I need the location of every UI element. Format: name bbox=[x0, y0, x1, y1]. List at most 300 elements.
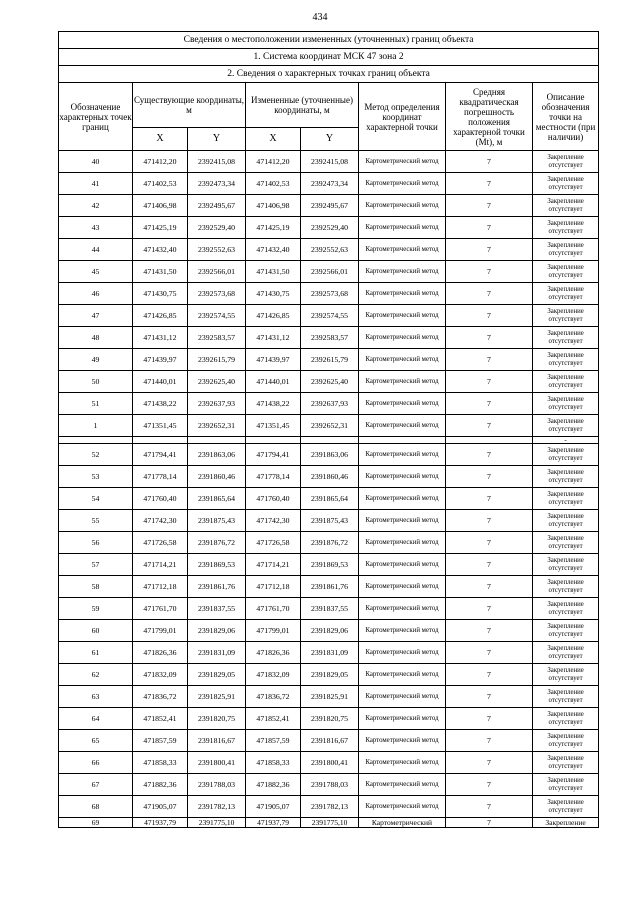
description-cell: Закрепление отсутствует bbox=[533, 393, 599, 415]
method-cell: Картометрический метод bbox=[359, 532, 446, 554]
point-number-cell: 54 bbox=[59, 488, 133, 510]
x-changed-cell: 471742,30 bbox=[246, 510, 301, 532]
table-row bbox=[59, 730, 599, 752]
x-changed-cell: 471425,19 bbox=[246, 217, 301, 239]
y-changed-cell: 2391869,53 bbox=[301, 554, 359, 576]
x-changed-cell: 471439,97 bbox=[246, 349, 301, 371]
method-cell: Картометрический метод bbox=[359, 510, 446, 532]
y-changed-cell: 2391825,91 bbox=[301, 686, 359, 708]
error-cell: 7 bbox=[446, 774, 533, 796]
method-cell: Картометрический метод bbox=[359, 620, 446, 642]
point-number-cell: 55 bbox=[59, 510, 133, 532]
x-changed-cell: 471431,50 bbox=[246, 261, 301, 283]
x-existing-cell: 471439,97 bbox=[133, 349, 188, 371]
point-number-cell: 59 bbox=[59, 598, 133, 620]
separator-cell bbox=[446, 437, 533, 444]
method-cell: Картометрический метод bbox=[359, 349, 446, 371]
y-existing-cell: 2392473,34 bbox=[188, 173, 246, 195]
description-cell: Закрепление отсутствует bbox=[533, 664, 599, 686]
x-existing-cell: 471712,18 bbox=[133, 576, 188, 598]
method-cell: Картометрический метод bbox=[359, 239, 446, 261]
y-changed-cell: 2391865,64 bbox=[301, 488, 359, 510]
x-existing-cell: 471742,30 bbox=[133, 510, 188, 532]
description-cell: Закрепление отсутствует bbox=[533, 620, 599, 642]
x-existing-cell: 471351,45 bbox=[133, 415, 188, 437]
y-changed-cell: 2392473,34 bbox=[301, 173, 359, 195]
y-existing-cell: 2391875,43 bbox=[188, 510, 246, 532]
method-cell: Картометрический метод bbox=[359, 642, 446, 664]
separator-description-cell: - bbox=[533, 437, 599, 444]
description-cell: Закрепление отсутствует bbox=[533, 796, 599, 818]
y-existing-cell: 2391800,41 bbox=[188, 752, 246, 774]
y-changed-cell: 2392637,93 bbox=[301, 393, 359, 415]
table-row bbox=[59, 774, 599, 796]
method-cell: Картометрический метод bbox=[359, 305, 446, 327]
y-changed-cell: 2392573,68 bbox=[301, 283, 359, 305]
table-row bbox=[59, 393, 599, 415]
table-row bbox=[59, 261, 599, 283]
y-existing-cell: 2391782,13 bbox=[188, 796, 246, 818]
y-existing-cell: 2391831,09 bbox=[188, 642, 246, 664]
separator-cell bbox=[133, 437, 188, 444]
table-row bbox=[59, 620, 599, 642]
y-changed-cell: 2392583,57 bbox=[301, 327, 359, 349]
method-cell: Картометрический метод bbox=[359, 488, 446, 510]
method-cell: Картометрический метод bbox=[359, 708, 446, 730]
table-row bbox=[59, 173, 599, 195]
description-cell: Закрепление отсутствует bbox=[533, 598, 599, 620]
error-cell: 7 bbox=[446, 444, 533, 466]
x-changed-cell: 471412,20 bbox=[246, 151, 301, 173]
description-cell: Закрепление отсутствует bbox=[533, 305, 599, 327]
y-existing-cell: 2391865,64 bbox=[188, 488, 246, 510]
error-cell: 7 bbox=[446, 686, 533, 708]
description-cell: Закрепление отсутствует bbox=[533, 686, 599, 708]
error-cell: 7 bbox=[446, 664, 533, 686]
error-cell: 7 bbox=[446, 327, 533, 349]
y-existing-cell: 2391837,55 bbox=[188, 598, 246, 620]
table-row bbox=[59, 554, 599, 576]
x-changed-cell: 471858,33 bbox=[246, 752, 301, 774]
method-cell: Картометрический метод bbox=[359, 217, 446, 239]
point-number-cell: 41 bbox=[59, 173, 133, 195]
y-existing-cell: 2392566,01 bbox=[188, 261, 246, 283]
description-cell: Закрепление отсутствует bbox=[533, 554, 599, 576]
method-cell: Картометрический метод bbox=[359, 686, 446, 708]
header-changed: Измененные (уточненные) координаты, м bbox=[246, 83, 359, 128]
point-number-cell: 63 bbox=[59, 686, 133, 708]
table-row bbox=[59, 151, 599, 173]
method-cell: Картометрический метод bbox=[359, 261, 446, 283]
separator-cell bbox=[188, 437, 246, 444]
x-existing-cell: 471714,21 bbox=[133, 554, 188, 576]
point-number-cell: 40 bbox=[59, 151, 133, 173]
x-existing-cell: 471836,72 bbox=[133, 686, 188, 708]
point-number-cell: 67 bbox=[59, 774, 133, 796]
point-number-cell: 1 bbox=[59, 415, 133, 437]
x-existing-cell: 471412,20 bbox=[133, 151, 188, 173]
method-cell: Картометрический метод bbox=[359, 173, 446, 195]
x-changed-cell: 471712,18 bbox=[246, 576, 301, 598]
header-point: Обозначение характерных точек границ bbox=[59, 83, 133, 151]
method-cell: Картометрический метод bbox=[359, 598, 446, 620]
y-existing-cell: 2391863,06 bbox=[188, 444, 246, 466]
x-changed-cell: 471937,79 bbox=[246, 818, 301, 828]
error-cell: 7 bbox=[446, 151, 533, 173]
x-changed-cell: 471431,12 bbox=[246, 327, 301, 349]
y-existing-cell: 2392652,31 bbox=[188, 415, 246, 437]
y-changed-cell: 2392574,55 bbox=[301, 305, 359, 327]
y-changed-cell: 2392615,79 bbox=[301, 349, 359, 371]
error-cell: 7 bbox=[446, 488, 533, 510]
x-changed-cell: 471760,40 bbox=[246, 488, 301, 510]
error-cell: 7 bbox=[446, 642, 533, 664]
y-changed-cell: 2391876,72 bbox=[301, 532, 359, 554]
table-row bbox=[59, 752, 599, 774]
y-changed-cell: 2391875,43 bbox=[301, 510, 359, 532]
error-cell: 7 bbox=[446, 576, 533, 598]
x-existing-cell: 471937,79 bbox=[133, 818, 188, 828]
description-cell: Закрепление отсутствует bbox=[533, 217, 599, 239]
separator-cell bbox=[301, 437, 359, 444]
y-existing-cell: 2391825,91 bbox=[188, 686, 246, 708]
x-existing-cell: 471402,53 bbox=[133, 173, 188, 195]
section-title: 2. Сведения о характерных точках границ объекта bbox=[59, 66, 599, 83]
table-row bbox=[59, 217, 599, 239]
x-changed-cell: 471438,22 bbox=[246, 393, 301, 415]
x-changed-cell: 471852,41 bbox=[246, 708, 301, 730]
header-x-existing: X bbox=[133, 128, 188, 151]
point-number-cell: 65 bbox=[59, 730, 133, 752]
table-row bbox=[59, 818, 599, 828]
point-number-cell: 58 bbox=[59, 576, 133, 598]
y-changed-cell: 2392415,08 bbox=[301, 151, 359, 173]
method-cell: Картометрический метод bbox=[359, 774, 446, 796]
y-changed-cell: 2391775,10 bbox=[301, 818, 359, 828]
x-changed-cell: 471905,07 bbox=[246, 796, 301, 818]
y-existing-cell: 2392637,93 bbox=[188, 393, 246, 415]
point-number-cell: 46 bbox=[59, 283, 133, 305]
error-cell: 7 bbox=[446, 261, 533, 283]
method-cell: Картометрический метод bbox=[359, 752, 446, 774]
description-cell: Закрепление отсутствует bbox=[533, 195, 599, 217]
point-number-cell: 45 bbox=[59, 261, 133, 283]
point-number-cell: 44 bbox=[59, 239, 133, 261]
x-changed-cell: 471826,36 bbox=[246, 642, 301, 664]
error-cell: 7 bbox=[446, 532, 533, 554]
x-changed-cell: 471761,70 bbox=[246, 598, 301, 620]
method-cell: Картометрический метод bbox=[359, 466, 446, 488]
description-cell: Закрепление отсутствует bbox=[533, 239, 599, 261]
error-cell: 7 bbox=[446, 620, 533, 642]
boundary-points-table bbox=[58, 31, 599, 828]
error-cell: 7 bbox=[446, 598, 533, 620]
y-changed-cell: 2392529,40 bbox=[301, 217, 359, 239]
x-existing-cell: 471799,01 bbox=[133, 620, 188, 642]
table-row bbox=[59, 195, 599, 217]
y-existing-cell: 2391829,05 bbox=[188, 664, 246, 686]
description-cell: Закрепление отсутствует bbox=[533, 349, 599, 371]
y-existing-cell: 2392552,63 bbox=[188, 239, 246, 261]
description-cell: Закрепление отсутствует bbox=[533, 415, 599, 437]
x-existing-cell: 471431,50 bbox=[133, 261, 188, 283]
error-cell: 7 bbox=[446, 283, 533, 305]
x-existing-cell: 471431,12 bbox=[133, 327, 188, 349]
x-existing-cell: 471905,07 bbox=[133, 796, 188, 818]
table-row bbox=[59, 510, 599, 532]
x-changed-cell: 471406,98 bbox=[246, 195, 301, 217]
header-description: Описание обозначения точки на местности (при наличии) bbox=[533, 83, 599, 151]
method-cell: Картометрический метод bbox=[359, 664, 446, 686]
description-cell: Закрепление отсутствует bbox=[533, 532, 599, 554]
error-cell: 7 bbox=[446, 818, 533, 828]
y-changed-cell: 2392652,31 bbox=[301, 415, 359, 437]
x-existing-cell: 471430,75 bbox=[133, 283, 188, 305]
header-y-changed: Y bbox=[301, 128, 359, 151]
table-row bbox=[59, 305, 599, 327]
error-cell: 7 bbox=[446, 239, 533, 261]
x-existing-cell: 471726,58 bbox=[133, 532, 188, 554]
error-cell: 7 bbox=[446, 305, 533, 327]
point-number-cell: 57 bbox=[59, 554, 133, 576]
x-existing-cell: 471826,36 bbox=[133, 642, 188, 664]
table-row bbox=[59, 239, 599, 261]
table-row bbox=[59, 708, 599, 730]
point-number-cell: 64 bbox=[59, 708, 133, 730]
point-number-cell: 53 bbox=[59, 466, 133, 488]
y-existing-cell: 2391860,46 bbox=[188, 466, 246, 488]
x-existing-cell: 471406,98 bbox=[133, 195, 188, 217]
method-cell: Картометрический метод bbox=[359, 444, 446, 466]
x-existing-cell: 471438,22 bbox=[133, 393, 188, 415]
point-number-cell: 50 bbox=[59, 371, 133, 393]
x-changed-cell: 471714,21 bbox=[246, 554, 301, 576]
method-cell: Картометрический метод bbox=[359, 283, 446, 305]
separator-cell bbox=[59, 437, 133, 444]
y-existing-cell: 2392625,40 bbox=[188, 371, 246, 393]
table-row bbox=[59, 415, 599, 437]
y-existing-cell: 2392583,57 bbox=[188, 327, 246, 349]
error-cell: 7 bbox=[446, 393, 533, 415]
y-existing-cell: 2391829,06 bbox=[188, 620, 246, 642]
description-cell: Закрепление отсутствует bbox=[533, 488, 599, 510]
y-existing-cell: 2391816,67 bbox=[188, 730, 246, 752]
error-cell: 7 bbox=[446, 217, 533, 239]
point-number-cell: 49 bbox=[59, 349, 133, 371]
x-changed-cell: 471440,01 bbox=[246, 371, 301, 393]
x-existing-cell: 471432,40 bbox=[133, 239, 188, 261]
method-cell: Картометрический метод bbox=[359, 327, 446, 349]
error-cell: 7 bbox=[446, 371, 533, 393]
y-existing-cell: 2391861,76 bbox=[188, 576, 246, 598]
x-changed-cell: 471402,53 bbox=[246, 173, 301, 195]
method-cell: Картометрический метод bbox=[359, 371, 446, 393]
y-changed-cell: 2391782,13 bbox=[301, 796, 359, 818]
page-number: 434 bbox=[312, 12, 328, 23]
y-changed-cell: 2391820,75 bbox=[301, 708, 359, 730]
header-row bbox=[59, 83, 599, 128]
x-changed-cell: 471726,58 bbox=[246, 532, 301, 554]
x-changed-cell: 471832,09 bbox=[246, 664, 301, 686]
table-title: Сведения о местоположении измененных (уточненных) границ объекта bbox=[59, 32, 599, 49]
table-body bbox=[59, 32, 599, 828]
point-number-cell: 56 bbox=[59, 532, 133, 554]
method-cell: Картометрический метод bbox=[359, 151, 446, 173]
description-cell: Закрепление отсутствует bbox=[533, 261, 599, 283]
header-method: Метод определения координат характерной точки bbox=[359, 83, 446, 151]
separator-cell bbox=[359, 437, 446, 444]
header-error: Средняя квадратическая погрешность положения характерной точки (Мt), м bbox=[446, 83, 533, 151]
description-cell: Закрепление bbox=[533, 818, 599, 828]
y-existing-cell: 2392529,40 bbox=[188, 217, 246, 239]
table-row bbox=[59, 686, 599, 708]
y-existing-cell: 2392415,08 bbox=[188, 151, 246, 173]
title-row bbox=[59, 32, 599, 49]
x-changed-cell: 471799,01 bbox=[246, 620, 301, 642]
x-existing-cell: 471857,59 bbox=[133, 730, 188, 752]
x-changed-cell: 471430,75 bbox=[246, 283, 301, 305]
table-row bbox=[59, 598, 599, 620]
header-y-existing: Y bbox=[188, 128, 246, 151]
table-row bbox=[59, 349, 599, 371]
x-changed-cell: 471432,40 bbox=[246, 239, 301, 261]
description-cell: Закрепление отсутствует bbox=[533, 642, 599, 664]
description-cell: Закрепление отсутствует bbox=[533, 752, 599, 774]
description-cell: Закрепление отсутствует bbox=[533, 327, 599, 349]
x-changed-cell: 471426,85 bbox=[246, 305, 301, 327]
y-changed-cell: 2391860,46 bbox=[301, 466, 359, 488]
x-existing-cell: 471794,41 bbox=[133, 444, 188, 466]
table-row bbox=[59, 466, 599, 488]
point-number-cell: 47 bbox=[59, 305, 133, 327]
y-changed-cell: 2391800,41 bbox=[301, 752, 359, 774]
table-row bbox=[59, 283, 599, 305]
error-cell: 7 bbox=[446, 415, 533, 437]
method-cell: Картометрический метод bbox=[359, 195, 446, 217]
method-cell: Картометрический метод bbox=[359, 415, 446, 437]
point-number-cell: 60 bbox=[59, 620, 133, 642]
description-cell: Закрепление отсутствует bbox=[533, 173, 599, 195]
y-changed-cell: 2392625,40 bbox=[301, 371, 359, 393]
y-changed-cell: 2391863,06 bbox=[301, 444, 359, 466]
method-cell: Картометрический bbox=[359, 818, 446, 828]
error-cell: 7 bbox=[446, 195, 533, 217]
method-cell: Картометрический метод bbox=[359, 393, 446, 415]
table-row bbox=[59, 576, 599, 598]
error-cell: 7 bbox=[446, 554, 533, 576]
point-number-cell: 48 bbox=[59, 327, 133, 349]
description-cell: Закрепление отсутствует bbox=[533, 371, 599, 393]
x-existing-cell: 471426,85 bbox=[133, 305, 188, 327]
description-cell: Закрепление отсутствует bbox=[533, 444, 599, 466]
y-existing-cell: 2392573,68 bbox=[188, 283, 246, 305]
y-existing-cell: 2391775,10 bbox=[188, 818, 246, 828]
y-existing-cell: 2391876,72 bbox=[188, 532, 246, 554]
error-cell: 7 bbox=[446, 510, 533, 532]
description-cell: Закрепление отсутствует bbox=[533, 708, 599, 730]
description-cell: Закрепление отсутствует bbox=[533, 510, 599, 532]
x-changed-cell: 471794,41 bbox=[246, 444, 301, 466]
x-existing-cell: 471760,40 bbox=[133, 488, 188, 510]
y-changed-cell: 2391831,09 bbox=[301, 642, 359, 664]
x-existing-cell: 471761,70 bbox=[133, 598, 188, 620]
x-existing-cell: 471858,33 bbox=[133, 752, 188, 774]
point-number-cell: 51 bbox=[59, 393, 133, 415]
error-cell: 7 bbox=[446, 752, 533, 774]
table-row bbox=[59, 488, 599, 510]
y-existing-cell: 2391869,53 bbox=[188, 554, 246, 576]
table-row bbox=[59, 371, 599, 393]
header-existing: Существующие координаты, м bbox=[133, 83, 246, 128]
y-changed-cell: 2392552,63 bbox=[301, 239, 359, 261]
error-cell: 7 bbox=[446, 173, 533, 195]
x-existing-cell: 471425,19 bbox=[133, 217, 188, 239]
description-cell: Закрепление отсутствует bbox=[533, 576, 599, 598]
point-number-cell: 52 bbox=[59, 444, 133, 466]
description-cell: Закрепление отсутствует bbox=[533, 283, 599, 305]
system-row bbox=[59, 49, 599, 66]
method-cell: Картометрический метод bbox=[359, 730, 446, 752]
x-existing-cell: 471778,14 bbox=[133, 466, 188, 488]
point-number-cell: 68 bbox=[59, 796, 133, 818]
x-changed-cell: 471778,14 bbox=[246, 466, 301, 488]
y-existing-cell: 2392615,79 bbox=[188, 349, 246, 371]
y-existing-cell: 2392495,67 bbox=[188, 195, 246, 217]
point-number-cell: 62 bbox=[59, 664, 133, 686]
y-changed-cell: 2392566,01 bbox=[301, 261, 359, 283]
y-changed-cell: 2391829,05 bbox=[301, 664, 359, 686]
y-existing-cell: 2392574,55 bbox=[188, 305, 246, 327]
section-row bbox=[59, 66, 599, 83]
description-cell: Закрепление отсутствует bbox=[533, 774, 599, 796]
y-changed-cell: 2391816,67 bbox=[301, 730, 359, 752]
method-cell: Картометрический метод bbox=[359, 796, 446, 818]
point-number-cell: 61 bbox=[59, 642, 133, 664]
y-changed-cell: 2391861,76 bbox=[301, 576, 359, 598]
x-changed-cell: 471351,45 bbox=[246, 415, 301, 437]
separator-cell bbox=[246, 437, 301, 444]
method-cell: Картометрический метод bbox=[359, 576, 446, 598]
separator-row bbox=[59, 437, 599, 444]
point-number-cell: 42 bbox=[59, 195, 133, 217]
description-cell: Закрепление отсутствует bbox=[533, 151, 599, 173]
method-cell: Картометрический метод bbox=[359, 554, 446, 576]
y-changed-cell: 2391829,06 bbox=[301, 620, 359, 642]
x-changed-cell: 471857,59 bbox=[246, 730, 301, 752]
description-cell: Закрепление отсутствует bbox=[533, 730, 599, 752]
point-number-cell: 66 bbox=[59, 752, 133, 774]
y-changed-cell: 2391837,55 bbox=[301, 598, 359, 620]
x-existing-cell: 471882,36 bbox=[133, 774, 188, 796]
error-cell: 7 bbox=[446, 349, 533, 371]
y-changed-cell: 2392495,67 bbox=[301, 195, 359, 217]
error-cell: 7 bbox=[446, 466, 533, 488]
x-changed-cell: 471882,36 bbox=[246, 774, 301, 796]
x-changed-cell: 471836,72 bbox=[246, 686, 301, 708]
table-row bbox=[59, 796, 599, 818]
table-row bbox=[59, 642, 599, 664]
error-cell: 7 bbox=[446, 730, 533, 752]
y-existing-cell: 2391820,75 bbox=[188, 708, 246, 730]
y-changed-cell: 2391788,03 bbox=[301, 774, 359, 796]
table-row bbox=[59, 532, 599, 554]
x-existing-cell: 471852,41 bbox=[133, 708, 188, 730]
point-number-cell: 69 bbox=[59, 818, 133, 828]
table-row bbox=[59, 327, 599, 349]
coordinate-system: 1. Система координат МСК 47 зона 2 bbox=[59, 49, 599, 66]
description-cell: Закрепление отсутствует bbox=[533, 466, 599, 488]
table-row bbox=[59, 444, 599, 466]
